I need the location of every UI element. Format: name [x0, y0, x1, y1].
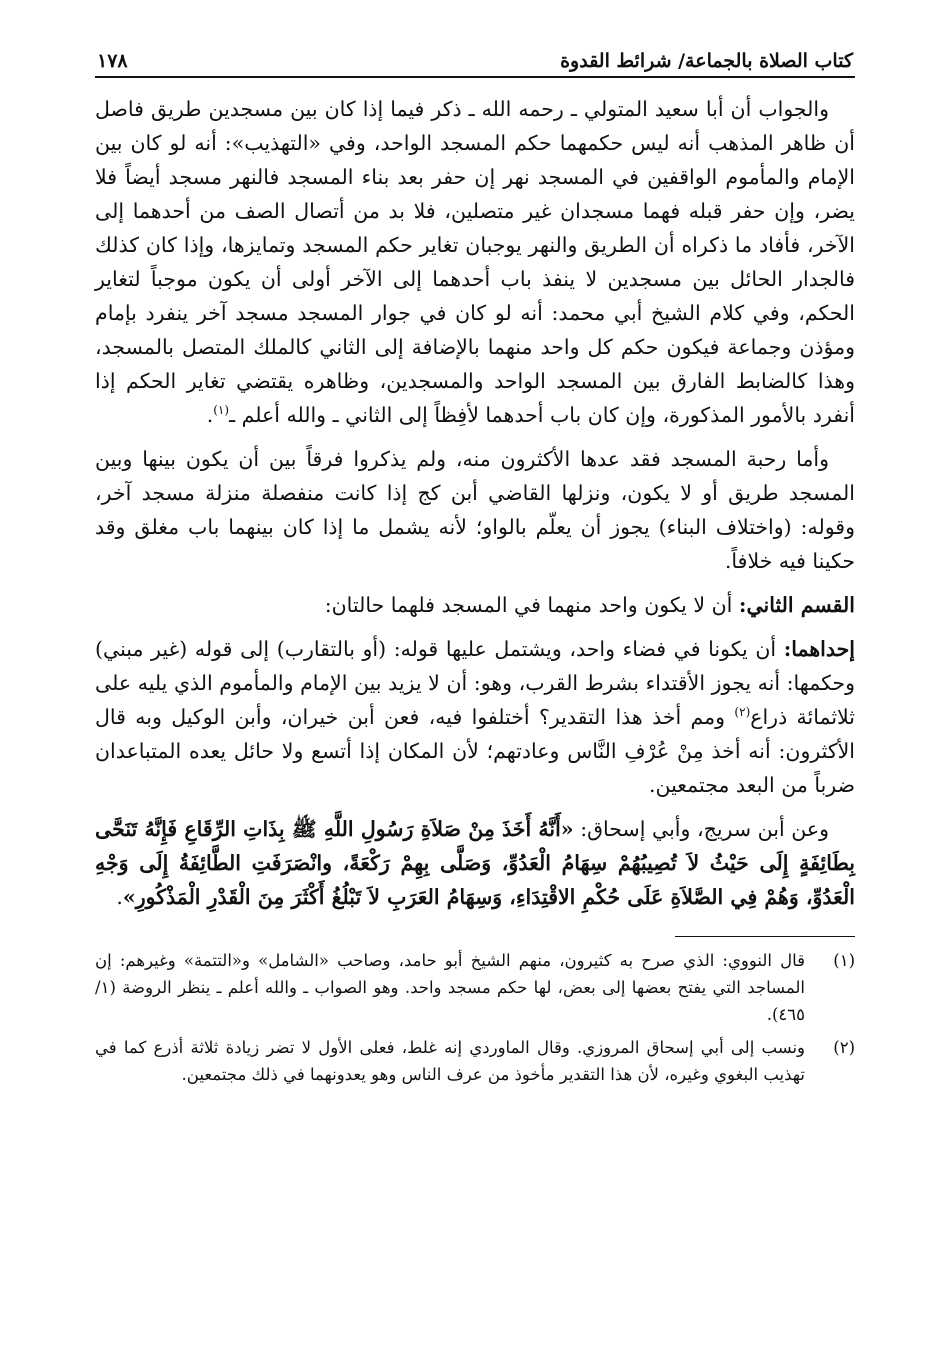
footnote-ref-1: (١) [213, 403, 230, 418]
paragraph-1-text: والجواب أن أبا سعيد المتولي ـ رحمه الله ـ ذكر فيما إذا كان بين مسجدين طريق فاصل أن ظاهر المذهب أنه ليس حكمهما حكم المسجد الواحد، وفي «التهذيب»: أنه لو كان بين الإمام والمأموم الواقفين في المسجد نهر إن حفر بعد بناء المسجد فالنهر مسجد أيضاً فلا يضر، وإن حفر قبله فهما مسجدان غير متصلين، فلا بد من أتصال الصف من أحدهما إلى الآخر، فأفاد ما ذكراه أن الطريق والنهر يوجبان تغاير حكم المسجد وتمايزها، وإذا كان كذلك فالجدار الحائل بين مسجدين لا ينفذ باب أحدهما إلى الآخر أولى أن يكون موجباً لتغاير الحكم، وفي كلام الشيخ أبي محمد: أنه لو كان في جوار المسجد مسجد آخر ينفرد بإمام ومؤذن وجماعة فيكون حكم كل واحد منهما بالإضافة إلى الثاني كالملك المتصل بالمسجد، وهذا كالضابط الفارق بين المسجد الواحد والمسجدين، وظاهره يقتضي تغاير الحكم إذا أنفرد بالأمور المذكورة، وإن كان باب أحدهما لأفِظاً إلى الثاني ـ والله أعلم ـ [95, 97, 855, 427]
paragraph-1: والجواب أن أبا سعيد المتولي ـ رحمه الله ـ ذكر فيما إذا كان بين مسجدين طريق فاصل أن ظاهر المذهب أنه ليس حكمهما حكم المسجد الواحد، وفي «التهذيب»: أنه لو كان بين الإمام والمأموم الواقفين في المسجد نهر إن حفر بعد بناء المسجد فالنهر مسجد أيضاً فلا يضر، وإن حفر قبله فهما مسجدان غير متصلين، فلا بد من أتصال الصف من أحدهما إلى الآخر، فأفاد ما ذكراه أن الطريق والنهر يوجبان تغاير حكم المسجد وتمايزها، وإذا كان كذلك فالجدار الحائل بين مسجدين لا ينفذ باب أحدهما إلى الآخر أولى أن يكون موجباً لتغاير الحكم، وفي كلام الشيخ أبي محمد: أنه لو كان في جوار المسجد مسجد آخر ينفرد بإمام ومؤذن وجماعة فيكون حكم كل واحد منهما بالإضافة إلى الثاني كالملك المتصل بالمسجد، وهذا كالضابط الفارق بين المسجد الواحد والمسجدين، وظاهره يقتضي تغاير الحكم إذا أنفرد بالأمور المذكورة، وإن كان باب أحدهما لأفِظاً إلى الثاني ـ والله أعلم ـ$^{(١)}$. [95, 97, 855, 427]
page-number: ١٧٨ [97, 50, 128, 72]
footnote-separator [675, 936, 855, 937]
paragraph-5 [95, 812, 855, 914]
footnote-number: (٢) [833, 1038, 855, 1057]
paragraph-2 [95, 442, 855, 578]
paragraph-2-text: وأما رحبة المسجد فقد عدها الأكثرون منه، ولم يذكروا فرقاً بين أن يكون بينها وبين المسجد طريق أو لا يكون، ونزلها القاضي أبن كج إذا كانت منفصلة منزلة مسجد آخر، وقوله: (واختلاف البناء) يجوز أن يعلّم بالواو؛ لأنه يشمل ما إذا كان بينهما باب مغلق وقد حكينا فيه خلافاً. [95, 447, 855, 573]
running-header [95, 38, 855, 76]
paragraph-4-text-b: ومم أخذ هذا التقدير؟ أختلفوا فيه، فعن أبن خيران، وأبن الوكيل وبه قال الأكثرون: أنه أخذ مِنْ عُرْفِ النَّاس وعادتهم؛ لأن المكان إذا أتسع ولا حائل يعده المتباعدان ضرباً من البعد مجتمعين. [95, 705, 855, 797]
section-label-second: القسم الثاني: [738, 593, 855, 617]
footnote-item [95, 947, 855, 1028]
paragraph-5-end: . [116, 885, 123, 909]
footnote-number: (١) [833, 951, 855, 970]
main-text [95, 92, 855, 914]
paragraph-4 [95, 632, 855, 802]
hadith-quote: «أَنَّهُ أَخَذَ مِنْ صَلاَةِ رَسُولِ اللَّهِ ﷺ بِذَاتِ الرِّقَاعِ فَإِنَّهُ تَنَحَّى بِطَائِفَةٍ إِلَى حَيْثُ لاَ تُصِيبُهُمْ سِهَامُ الْعَدُوِّ، وَصَلَّى بِهِمْ رَكْعَةً، وانْصَرَفَتِ الطَّائِفَةُ إِلَى وَجْهِ الْعَدُوِّ، وَهُمْ فِي الصَّلاَةِ عَلَى حُكْمِ الاقْتِدَاءِ، وَسِهَامُ العَرَبِ لاَ تَبْلُغُ أَكْثَرَ مِنَ الْقَدْرِ الْمَذْكُورِ» [95, 817, 855, 909]
paragraph-5-text: وعن أبن سريج، وأبي إسحاق: [573, 817, 830, 841]
paragraph-3 [95, 588, 855, 622]
book-page [95, 38, 855, 1318]
footnotes [95, 947, 855, 1088]
footnote-item [95, 1034, 855, 1088]
paragraph-4-text-a: أن يكونا في فضاء واحد، ويشتمل عليها قوله: (أو بالتقارب) إلى قوله (غير مبني) وحكمها: أنه يجوز الأقتداء بشرط القرب، وهو: أن لا يزيد بين الإمام والمأموم الذي يليه على ثلاثمائة ذراع [95, 637, 855, 729]
paragraph-3-text: أن لا يكون واحد منهما في المسجد فلهما حالتان: [324, 593, 739, 617]
footnote-ref-2: (٢) [734, 705, 751, 720]
footnote-text: ونسب إلى أبي إسحاق المروزي. وقال الماوردي إنه غلط، فعلى الأول لا تضر زيادة ثلاثة أذرع كما في تهذيب البغوي وغيره، لأن هذا التقدير مأخوذ من عرف الناس وهو يعدونهما في ذلك مجتمعين. [95, 1038, 805, 1084]
header-rule [95, 76, 855, 78]
case-label-first: إحداهما: [783, 637, 855, 661]
footnote-text: قال النووي: الذي صرح به كثيرون، منهم الشيخ أبو حامد، وصاحب «الشامل» و«التتمة» وغيرهم: إن المساجد التي يفتح بعضها إلى بعض، لها حكم مسجد واحد. وهو الصواب ـ والله أعلم ـ ينظر الروضة (١/ ٤٦٥). [95, 951, 805, 1024]
running-title: كتاب الصلاة بالجماعة/ شرائط القدوة [560, 50, 853, 72]
